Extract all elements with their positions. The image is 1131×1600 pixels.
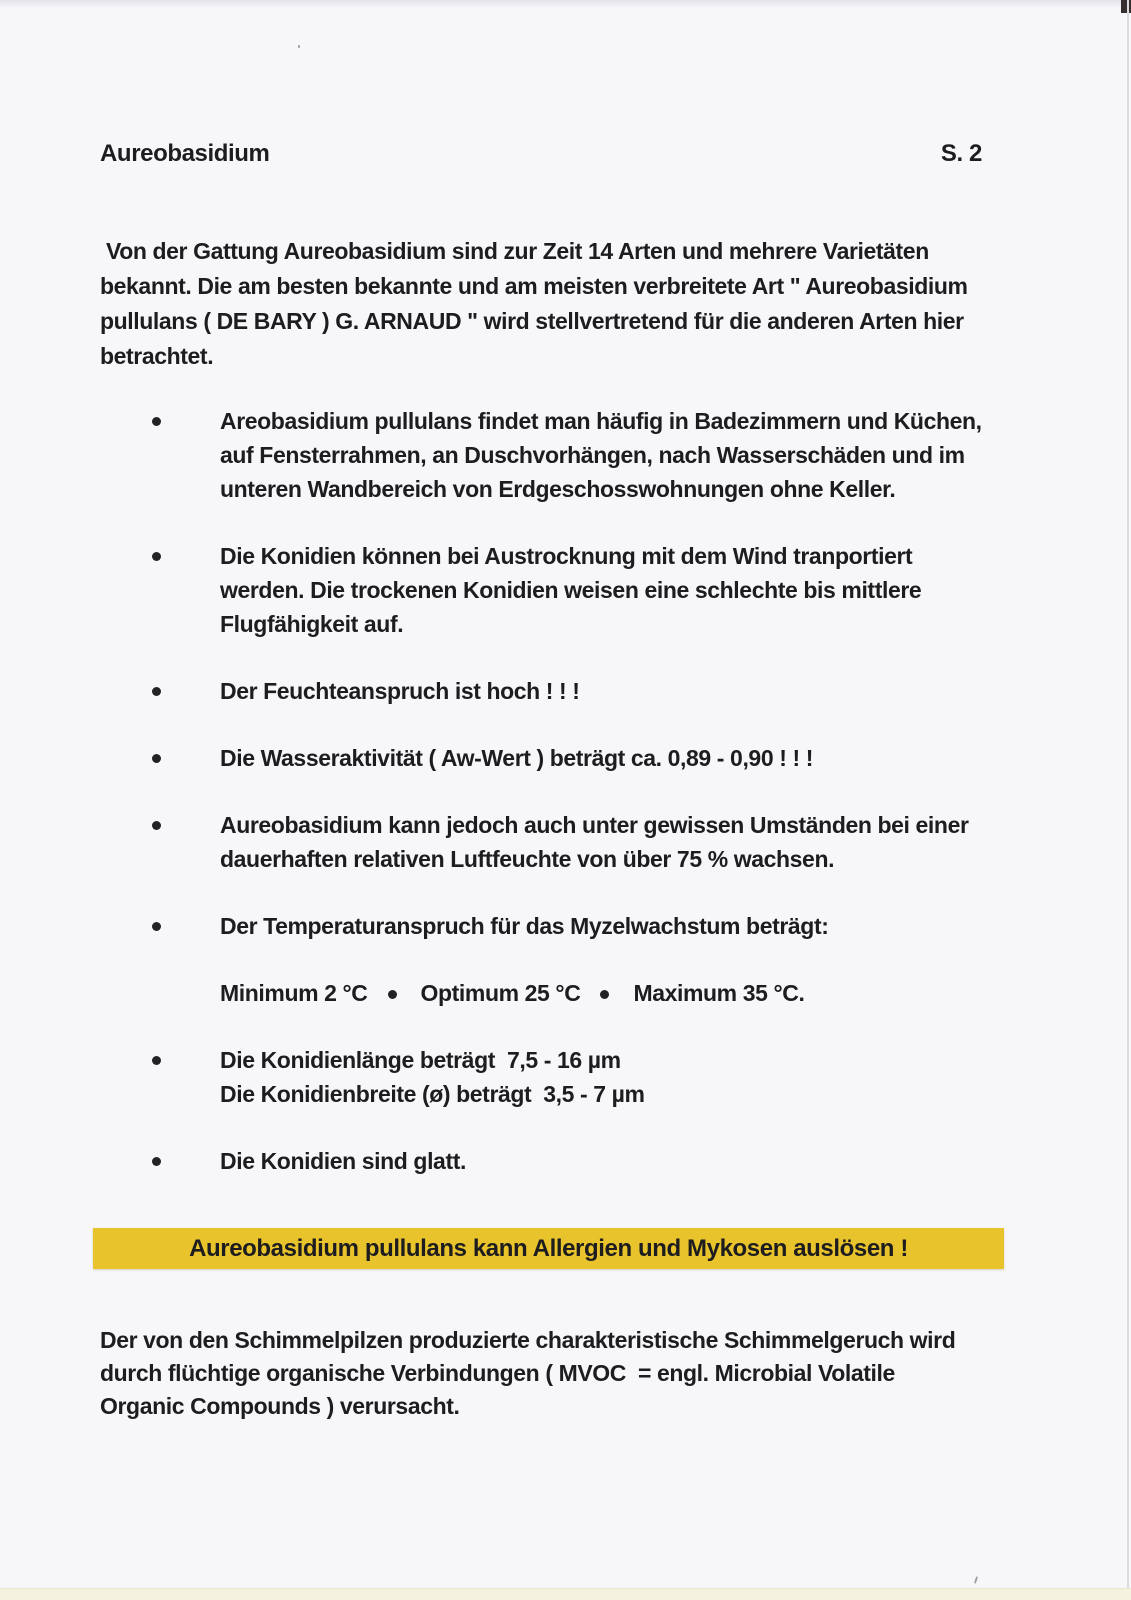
bullet-marker-cell xyxy=(100,539,220,641)
bullet-dot-icon xyxy=(152,754,161,763)
bullet-marker-cell xyxy=(100,1144,220,1178)
scan-speck xyxy=(974,1576,978,1584)
temperature-segment: Maximum 35 °C. xyxy=(633,980,805,1006)
bullet-text xyxy=(220,1144,1071,1178)
bullet-dot-icon xyxy=(152,821,161,830)
bullet-text-line: Areobasidium pullulans findet man häufig in Badezimmern und Küchen, xyxy=(220,408,982,434)
temperature-line xyxy=(100,976,1071,1010)
bullet-marker-cell xyxy=(100,741,220,775)
bullet-text-line: Die Konidienlänge beträgt 7,5 - 16 µm xyxy=(220,1047,621,1073)
temperature-values xyxy=(220,976,1071,1010)
highlight-banner xyxy=(93,1228,1004,1269)
bullet-dot-icon xyxy=(152,417,161,426)
bullet-marker-cell xyxy=(100,1043,220,1111)
bullet-text-line: Die Konidien können bei Austrocknung mit dem Wind tranportiert xyxy=(220,543,913,569)
bullet-text-line: auf Fensterrahmen, an Duschvorhängen, nach Wasserschäden und im xyxy=(220,442,965,468)
temperature-segment: Optimum 25 °C xyxy=(420,980,581,1006)
bullet-item xyxy=(100,404,1071,506)
highlight-text: Aureobasidium pullulans kann Allergien und Mykosen auslösen ! xyxy=(189,1234,908,1262)
bullet-marker-cell xyxy=(100,909,220,943)
bullet-text-line: Der Feuchteanspruch ist hoch ! ! ! xyxy=(220,678,580,704)
bullet-dot-icon xyxy=(152,687,161,696)
intro-line: bekannt. Die am besten bekannte und am meisten verbreitete Art " Aureobasidium xyxy=(100,273,968,299)
bullet-text xyxy=(220,539,1071,641)
bullet-dot-icon xyxy=(152,552,161,561)
scan-right-edge-line xyxy=(1127,0,1129,1600)
closing-line: durch flüchtige organische Verbindungen ( MVOC = engl. Microbial Volatile xyxy=(100,1360,895,1386)
intro-line: betrachtet. xyxy=(100,343,214,369)
bullet-marker-cell xyxy=(100,976,220,1010)
bullet-dot-icon xyxy=(152,1056,161,1065)
bullet-text-line: Aureobasidium kann jedoch auch unter gewissen Umständen bei einer xyxy=(220,812,969,838)
page-header xyxy=(100,139,982,169)
bullet-text-line: unteren Wandbereich von Erdgeschosswohnungen ohne Keller. xyxy=(220,476,896,502)
bullet-text-line: Die Wasseraktivität ( Aw-Wert ) beträgt ca. 0,89 - 0,90 ! ! ! xyxy=(220,745,813,771)
bullet-text xyxy=(220,976,1071,1010)
bullet-item xyxy=(100,1144,1071,1178)
closing-paragraph xyxy=(100,1324,955,1423)
bullet-text-line: Flugfähigkeit auf. xyxy=(220,611,404,637)
intro-line: Von der Gattung Aureobasidium sind zur Zeit 14 Arten und mehrere Varietäten xyxy=(100,238,929,264)
bullet-text-line: werden. Die trockenen Konidien weisen eine schlechte bis mittlere xyxy=(220,577,922,603)
bullet-dot-icon xyxy=(152,922,161,931)
bullet-marker-cell xyxy=(100,674,220,708)
page-title: Aureobasidium xyxy=(100,140,270,167)
bullet-item xyxy=(100,909,1071,943)
scan-bottom-edge-band xyxy=(0,1588,1131,1600)
bullet-item xyxy=(100,539,1071,641)
bullet-dot-icon xyxy=(152,1157,161,1166)
bullet-text-line: Der Temperaturanspruch für das Myzelwachstum beträgt: xyxy=(220,913,829,939)
bullet-marker-cell xyxy=(100,404,220,506)
bullet-marker-cell xyxy=(100,808,220,876)
temperature-segment: Minimum 2 °C xyxy=(220,980,368,1006)
bullet-text-line: Die Konidien sind glatt. xyxy=(220,1148,466,1174)
bullet-text xyxy=(220,741,1071,775)
scan-corner-mark xyxy=(1121,0,1131,13)
closing-line: Organic Compounds ) verursacht. xyxy=(100,1393,460,1419)
separator-dot-icon xyxy=(600,990,609,999)
bullet-item xyxy=(100,808,1071,876)
bullet-text-line: dauerhaften relativen Luftfeuchte von über 75 % wachsen. xyxy=(220,846,835,872)
bullet-list xyxy=(100,404,1071,1211)
bullet-text xyxy=(220,909,1071,943)
intro-line: pullulans ( DE BARY ) G. ARNAUD " wird stellvertretend für die anderen Arten hier xyxy=(100,308,964,334)
separator-dot-icon xyxy=(388,990,397,999)
bullet-item xyxy=(100,741,1071,775)
closing-line: Der von den Schimmelpilzen produzierte charakteristische Schimmelgeruch wird xyxy=(100,1327,956,1353)
bullet-item xyxy=(100,1043,1071,1111)
intro-paragraph xyxy=(100,234,968,374)
bullet-text xyxy=(220,404,1071,506)
page-number: S. 2 xyxy=(940,140,982,167)
bullet-item xyxy=(100,674,1071,708)
bullet-text xyxy=(220,674,1071,708)
bullet-text xyxy=(220,1043,1071,1111)
bullet-text-line: Die Konidienbreite (ø) beträgt 3,5 - 7 µm xyxy=(220,1081,645,1107)
scan-top-edge-shadow xyxy=(0,0,1131,7)
scan-speck xyxy=(298,45,300,48)
bullet-text xyxy=(220,808,1071,876)
